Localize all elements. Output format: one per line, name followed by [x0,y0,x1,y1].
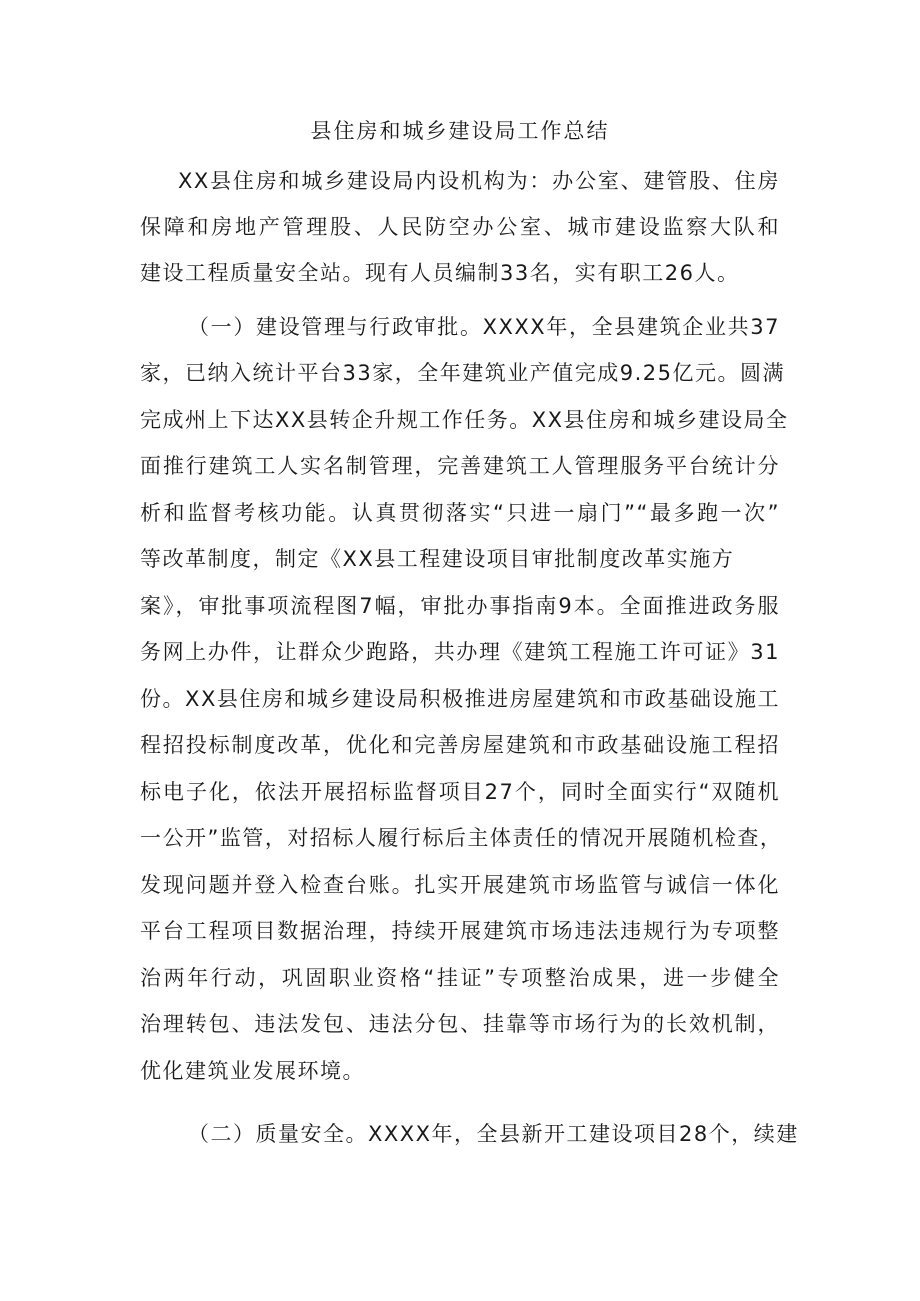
paragraph-line: 治两年行动，巩固职业资格“挂证”专项整治成果，进一步健全 [140,966,780,990]
paragraph-line: 平台工程项目数据治理，持续开展建筑市场违法违规行为专项整 [140,919,780,943]
paragraph-line: （一）建设管理与行政审批。XXXX年，全县建筑企业共37 [188,315,780,339]
paragraph-line: 发现问题并登入检查台账。扎实开展建筑市场监管与诚信一体化 [140,873,780,897]
paragraph-line: 务网上办件，让群众少跑路，共办理《建筑工程施工许可证》31 [140,640,780,664]
paragraph-line: 完成州上下达XX县转企升规工作任务。XX县住房和城乡建设局全 [140,408,789,432]
paragraph-line: 份。XX县住房和城乡建设局积极推进房屋建筑和市政基础设施工 [140,687,780,711]
paragraph-line: 建设工程质量安全站。现有人员编制33名，实有职工26人。 [140,261,740,285]
paragraph-line: 治理转包、违法发包、违法分包、挂靠等市场行为的长效机制， [140,1012,780,1036]
paragraph-line: 标电子化，依法开展招标监督项目27个，同时全面实行“双随机 [140,780,780,804]
paragraph-line: （二）质量安全。XXXX年，全县新开工建设项目28个，续建 [188,1122,799,1146]
paragraph-line: 程招投标制度改革，优化和完善房屋建筑和市政基础设施工程招 [140,733,780,757]
paragraph-line: 家，已纳入统计平台33家，全年建筑业产值完成9.25亿元。圆满 [140,361,785,385]
document-title: 县住房和城乡建设局工作总结 [310,119,610,143]
paragraph-line: 析和监督考核功能。认真贯彻落实“只进一扇门”“最多跑一次” [140,501,780,525]
paragraph-line: 面推行建筑工人实名制管理，完善建筑工人管理服务平台统计分 [140,454,780,478]
paragraph-line: 一公开”监管，对招标人履行标后主体责任的情况开展随机检查， [140,826,783,850]
paragraph-line: XX县住房和城乡建设局内设机构为：办公室、建管股、住房 [178,169,780,193]
paragraph-line: 优化建筑业发展环境。 [140,1059,365,1083]
paragraph-line: 案》，审批事项流程图7幅，审批办事指南9本。全面推进政务服 [140,594,780,618]
paragraph-line: 等改革制度，制定《XX县工程建设项目审批制度改革实施方 [140,547,735,571]
paragraph-line: 保障和房地产管理股、人民防空办公室、城市建设监察大队和 [140,215,780,239]
